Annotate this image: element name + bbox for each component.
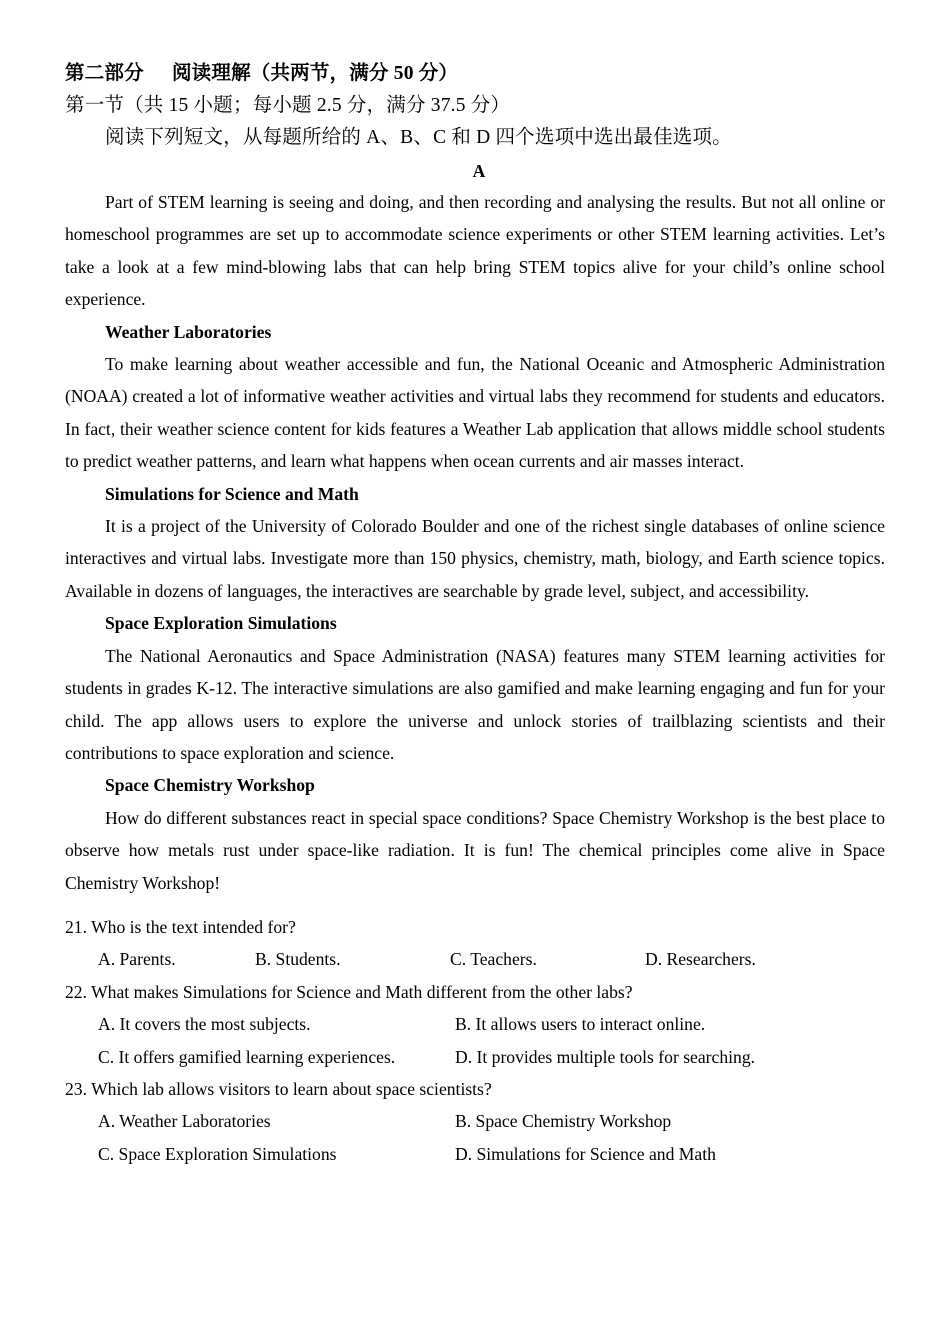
exam-page: [65, 58, 885, 1170]
part-title-prefix: 第二部分: [65, 63, 144, 84]
section-text-simulations: It is a project of the University of Colorado Boulder and one of the richest single databases of online science interactives and virtual labs. Investigate more than 150 physics, chemistry, math, biology, and Earth science topics. Available in dozens of languages, the interactives are searchable by grade level, subject, and accessibility.: [65, 516, 885, 601]
section-text-space-exploration: The National Aeronautics and Space Administration (NASA) features many STEM learning activities for students in grades K-12. The interactive simulations are also gamified and make learning engaging and fun for your child. The app allows users to explore the universe and unlock stories of trailblazing scientists and their contributions to space exploration and science.: [65, 645, 885, 763]
section-heading-space-exploration: Space Exploration Simulations: [105, 613, 337, 634]
question-23-stem: 23. Which lab allows visitors to learn about space scientists?: [65, 1078, 492, 1099]
question-22-option-b[interactable]: B. It allows users to interact online.: [455, 1014, 706, 1035]
question-21-option-c[interactable]: C. Teachers.: [450, 949, 537, 970]
question-22-options-row-2: [65, 1041, 885, 1073]
part-title: [65, 58, 885, 90]
section-heading-simulations: Simulations for Science and Math: [105, 483, 359, 504]
section-text-weather: To make learning about weather accessible and fun, the National Oceanic and Atmospheric Administration (NOAA) created a lot of informative weather activities and virtual labs they recommend for students and educators. In fact, their weather science content for kids features a Weather Lab application that allows middle school students to predict weather patterns, and learn what happens when ocean currents and air masses interact.: [65, 354, 885, 472]
section-heading-weather: Weather Laboratories: [105, 321, 272, 342]
question-22-option-a[interactable]: A. It covers the most subjects.: [98, 1014, 311, 1035]
passage-intro: Part of STEM learning is seeing and doing, and then recording and analysing the results. But not all online or homeschool programmes are set up to accommodate science experiments or other STEM learning activities. Let’s take a look at a few mind-blowing labs that can help bring STEM topics alive for your child’s online school experience.: [65, 192, 885, 310]
question-22-options-row-1: [65, 1008, 885, 1040]
question-23-option-b[interactable]: B. Space Chemistry Workshop: [455, 1111, 672, 1132]
question-23-option-c[interactable]: C. Space Exploration Simulations: [98, 1143, 337, 1164]
question-23-options-row-2: [65, 1138, 885, 1170]
question-21-option-d[interactable]: D. Researchers.: [645, 949, 756, 970]
section-text-space-chemistry: How do different substances react in special space conditions? Space Chemistry Workshop is the best place to observe how metals rust under space-like radiation. It is fun! The chemical principles come alive in Space Chemistry Workshop!: [65, 807, 885, 893]
question-23: [65, 1073, 885, 1170]
questions-spacer: [65, 899, 885, 911]
section-heading-space-chemistry: Space Chemistry Workshop: [105, 775, 315, 796]
instruction-line: 阅读下列短文，从每题所给的 A、B、C 和 D 四个选项中选出最佳选项。: [105, 127, 732, 148]
question-22-option-d[interactable]: D. It provides multiple tools for searching.: [455, 1046, 756, 1067]
question-21: [65, 911, 885, 976]
question-22: [65, 976, 885, 1073]
question-21-stem: 21. Who is the text intended for?: [65, 916, 296, 937]
section-title: 第一节（共 15 小题；每小题 2.5 分，满分 37.5 分）: [65, 95, 511, 116]
question-23-option-d[interactable]: D. Simulations for Science and Math: [455, 1143, 716, 1164]
question-23-option-a[interactable]: A. Weather Laboratories: [98, 1111, 271, 1132]
question-21-option-b[interactable]: B. Students.: [255, 949, 341, 970]
question-22-stem: 22. What makes Simulations for Science and Math different from the other labs?: [65, 981, 633, 1002]
question-23-options-row-1: [65, 1105, 885, 1137]
passage-letter: A: [472, 161, 486, 181]
part-title-main: 阅读理解（共两节，满分 50 分）: [171, 63, 459, 84]
question-21-option-a[interactable]: A. Parents.: [98, 949, 176, 970]
question-22-option-c[interactable]: C. It offers gamified learning experiences.: [98, 1046, 396, 1067]
question-21-options: [65, 943, 885, 975]
